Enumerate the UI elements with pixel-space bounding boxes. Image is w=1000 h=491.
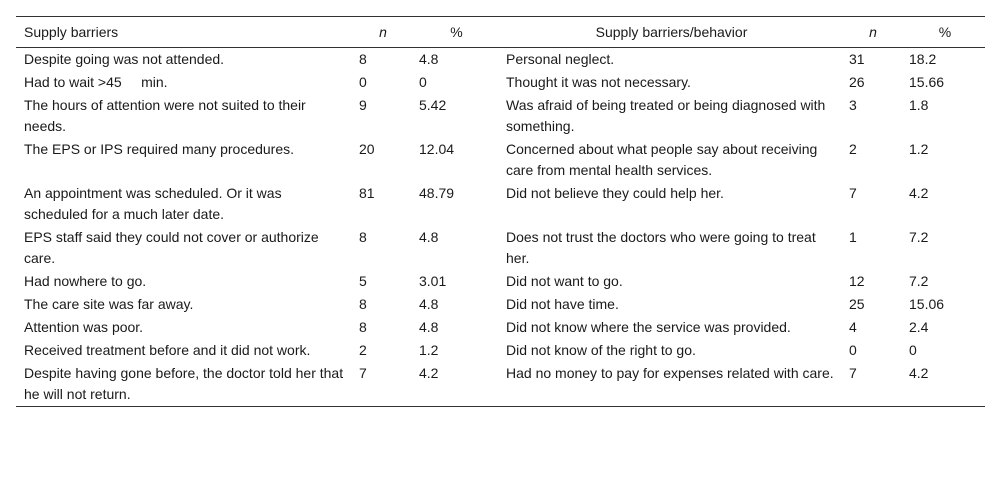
behavior-barrier-text: Thought it was not necessary. (506, 74, 691, 90)
behavior-barrier-percent: 7.2 (909, 273, 929, 289)
supply-barrier-text: Had to wait >45 min. (24, 74, 168, 90)
behavior-barrier-n: 31 (849, 51, 865, 67)
supply-barrier-text: The hours of attention were not suited to their needs. (24, 97, 306, 134)
behavior-barrier-percent: 15.06 (909, 296, 945, 312)
behavior-barrier-percent: 18.2 (909, 51, 937, 67)
supply-barrier-percent: 4.8 (419, 319, 439, 335)
behavior-barrier-n: 0 (849, 342, 857, 358)
supply-barrier-n: 20 (359, 141, 375, 157)
behavior-barrier-percent: 0 (909, 342, 917, 358)
behavior-barrier-percent: 7.2 (909, 229, 929, 245)
behavior-barrier-percent: 2.4 (909, 319, 929, 335)
supply-barrier-n: 8 (359, 229, 367, 245)
behavior-barrier-text: Personal neglect. (506, 51, 615, 67)
table-container (16, 16, 985, 407)
behavior-barrier-text: Was afraid of being treated or being diagnosed with something. (506, 97, 826, 134)
supply-barrier-percent: 0 (419, 74, 427, 90)
supply-barrier-text: Had nowhere to go. (24, 273, 147, 289)
supply-barrier-n: 9 (359, 97, 367, 113)
table-row (16, 138, 985, 182)
behavior-barrier-n: 25 (849, 296, 865, 312)
header-n-2: n (869, 23, 877, 40)
behavior-barrier-n: 1 (849, 229, 857, 245)
supply-barrier-text: Attention was poor. (24, 319, 144, 335)
behavior-barrier-text: Had no money to pay for expenses related with care. (506, 365, 834, 381)
behavior-barrier-n: 12 (849, 273, 865, 289)
supply-barrier-percent: 4.8 (419, 296, 439, 312)
supply-barrier-text: EPS staff said they could not cover or authorize care. (24, 229, 319, 266)
table-row (16, 71, 985, 94)
supply-barrier-text: Despite going was not attended. (24, 51, 225, 67)
table-row (16, 48, 985, 72)
behavior-barrier-text: Did not have time. (506, 296, 619, 312)
header-supply-barriers-behavior: Supply barriers/behavior (595, 23, 748, 40)
behavior-barrier-percent: 1.2 (909, 141, 929, 157)
supply-barriers-table (16, 16, 985, 407)
header-row (16, 17, 985, 48)
behavior-barrier-percent: 4.2 (909, 185, 929, 201)
supply-barrier-percent: 4.8 (419, 51, 439, 67)
behavior-barrier-text: Did not believe they could help her. (506, 185, 724, 201)
supply-barrier-text: An appointment was scheduled. Or it was scheduled for a much later date. (24, 185, 282, 222)
supply-barrier-n: 2 (359, 342, 367, 358)
behavior-barrier-percent: 1.8 (909, 97, 929, 113)
table-row (16, 316, 985, 339)
behavior-barrier-text: Does not trust the doctors who were going to treat her. (506, 229, 816, 266)
table-row (16, 362, 985, 407)
supply-barrier-n: 8 (359, 319, 367, 335)
supply-barrier-percent: 12.04 (419, 141, 455, 157)
behavior-barrier-text: Did not know where the service was provided. (506, 319, 791, 335)
supply-barrier-n: 8 (359, 296, 367, 312)
behavior-barrier-n: 2 (849, 141, 857, 157)
behavior-barrier-text: Concerned about what people say about receiving care from mental health services. (506, 141, 818, 178)
supply-barrier-text: Despite having gone before, the doctor told her that he will not return. (24, 365, 344, 402)
supply-barrier-percent: 4.2 (419, 365, 439, 381)
supply-barrier-percent: 5.42 (419, 97, 447, 113)
supply-barrier-percent: 1.2 (419, 342, 439, 358)
supply-barrier-n: 5 (359, 273, 367, 289)
behavior-barrier-percent: 4.2 (909, 365, 929, 381)
header-percent-2: % (938, 23, 952, 40)
supply-barrier-percent: 4.8 (419, 229, 439, 245)
supply-barrier-percent: 48.79 (419, 185, 455, 201)
supply-barrier-text: The care site was far away. (24, 296, 194, 312)
table-row (16, 94, 985, 138)
behavior-barrier-n: 7 (849, 365, 857, 381)
supply-barrier-percent: 3.01 (419, 273, 447, 289)
supply-barrier-n: 81 (359, 185, 375, 201)
behavior-barrier-text: Did not want to go. (506, 273, 623, 289)
header-supply-barriers: Supply barriers (24, 23, 119, 40)
table-row (16, 270, 985, 293)
header-percent-1: % (450, 23, 463, 40)
table-row (16, 182, 985, 226)
supply-barrier-n: 8 (359, 51, 367, 67)
header-n-1: n (379, 23, 387, 40)
supply-barrier-text: Received treatment before and it did not work. (24, 342, 311, 358)
behavior-barrier-n: 4 (849, 319, 857, 335)
supply-barrier-text: The EPS or IPS required many procedures. (24, 141, 295, 157)
behavior-barrier-n: 26 (849, 74, 865, 90)
supply-barrier-n: 0 (359, 74, 367, 90)
table-row (16, 339, 985, 362)
table-row (16, 226, 985, 270)
table-row (16, 293, 985, 316)
supply-barrier-n: 7 (359, 365, 367, 381)
behavior-barrier-n: 7 (849, 185, 857, 201)
behavior-barrier-percent: 15.66 (909, 74, 945, 90)
behavior-barrier-n: 3 (849, 97, 857, 113)
behavior-barrier-text: Did not know of the right to go. (506, 342, 696, 358)
